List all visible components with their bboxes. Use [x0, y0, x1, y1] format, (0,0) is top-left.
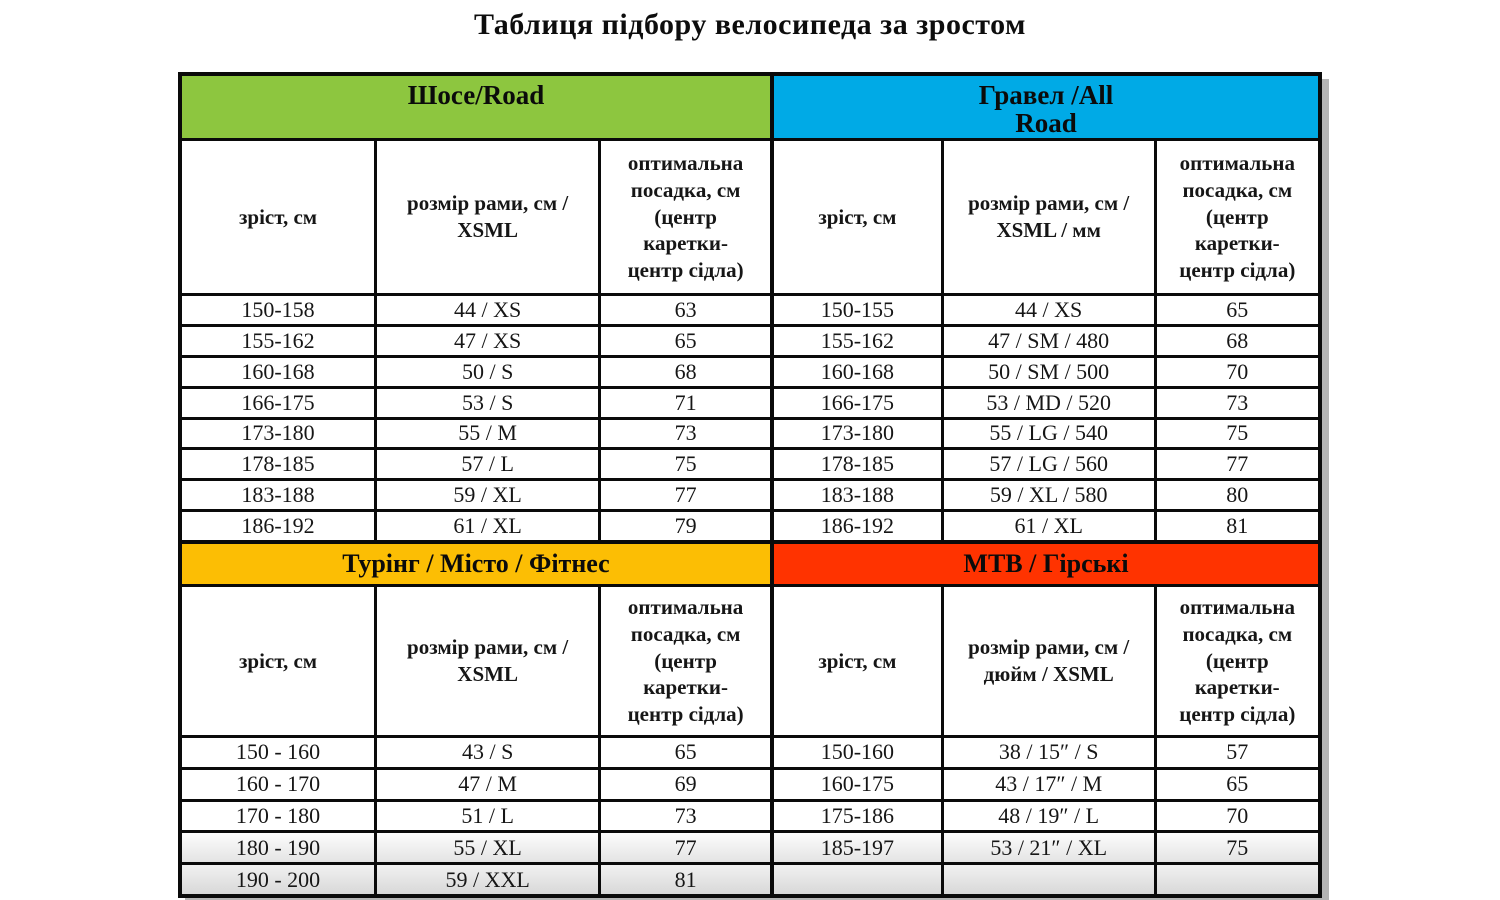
table-cell: 166-175 — [182, 389, 374, 417]
table-cell: 57 / LG / 560 — [944, 450, 1154, 478]
table-cell: 73 — [601, 802, 770, 831]
table-cell: 77 — [601, 833, 770, 862]
table-cell: 71 — [601, 389, 770, 417]
table-cell: 55 / XL — [377, 833, 598, 862]
table-cell: 160-168 — [774, 358, 941, 386]
table-touring — [182, 544, 770, 894]
table-cell: 150-158 — [182, 296, 374, 324]
table-cell — [774, 865, 941, 894]
table-cell: 44 / XS — [944, 296, 1154, 324]
table-cell: 61 / XL — [377, 512, 598, 540]
column-header-fit: оптимальна посадка, см (центр каретки-центр сідла) — [601, 587, 770, 735]
column-header-height: зріст, см — [182, 141, 374, 293]
table-mtb — [774, 544, 1318, 894]
table-cell: 38 / 15″ / S — [944, 738, 1154, 767]
column-header-height: зріст, см — [774, 141, 941, 293]
table-cell: 79 — [601, 512, 770, 540]
table-cell: 77 — [1157, 450, 1318, 478]
table-cell: 183-188 — [774, 481, 941, 509]
table-cell: 43 / S — [377, 738, 598, 767]
table-cell: 44 / XS — [377, 296, 598, 324]
table-cell: 65 — [601, 327, 770, 355]
table-cell: 57 / L — [377, 450, 598, 478]
table-cell: 73 — [1157, 389, 1318, 417]
column-header-height: зріст, см — [774, 587, 941, 735]
table-cell: 51 / L — [377, 802, 598, 831]
column-header-fit: оптимальна посадка, см (центр каретки-центр сідла) — [1157, 141, 1318, 293]
table-cell: 50 / S — [377, 358, 598, 386]
table-cell: 65 — [1157, 770, 1318, 799]
section-header-mtb — [774, 544, 1318, 584]
table-cell: 160-175 — [774, 770, 941, 799]
table-cell: 55 / M — [377, 420, 598, 448]
section-header-touring-label: Турінг / Місто / Фітнес — [342, 549, 610, 578]
table-cell: 47 / SM / 480 — [944, 327, 1154, 355]
table-cell: 183-188 — [182, 481, 374, 509]
table-cell: 180 - 190 — [182, 833, 374, 862]
column-header-frame: розмір рами, см / XSML / мм — [944, 141, 1154, 293]
column-header-fit: оптимальна посадка, см (центр каретки-центр сідла) — [601, 141, 770, 293]
table-cell: 160 - 170 — [182, 770, 374, 799]
section-header-gravel-label: Гравел /All Road — [978, 80, 1114, 139]
table-cell: 75 — [601, 450, 770, 478]
table-cell: 61 / XL — [944, 512, 1154, 540]
table-cell: 166-175 — [774, 389, 941, 417]
table-cell: 186-192 — [182, 512, 374, 540]
table-cell: 81 — [1157, 512, 1318, 540]
table-cell: 48 / 19″ / L — [944, 802, 1154, 831]
table-cell: 68 — [1157, 327, 1318, 355]
table-cell: 155-162 — [182, 327, 374, 355]
table-cell: 150-160 — [774, 738, 941, 767]
table-cell: 150-155 — [774, 296, 941, 324]
table-cell — [1157, 865, 1318, 894]
section-header-mtb-label: MTB / Гірські — [963, 549, 1129, 578]
table-cell: 70 — [1157, 358, 1318, 386]
table-cell: 53 / MD / 520 — [944, 389, 1154, 417]
table-cell: 150 - 160 — [182, 738, 374, 767]
table-cell: 59 / XL — [377, 481, 598, 509]
table-cell: 173-180 — [774, 420, 941, 448]
table-gravel — [774, 76, 1318, 540]
column-header-frame: розмір рами, см / дюйм / XSML — [944, 587, 1154, 735]
table-cell: 63 — [601, 296, 770, 324]
table-cell: 59 / XL / 580 — [944, 481, 1154, 509]
table-cell: 155-162 — [774, 327, 941, 355]
table-road — [182, 76, 770, 540]
table-cell: 80 — [1157, 481, 1318, 509]
section-header-gravel — [774, 76, 1318, 138]
section-header-touring — [182, 544, 770, 584]
bike-size-table — [178, 72, 1322, 898]
section-header-road-label: Шосе/Road — [407, 80, 545, 110]
table-cell: 43 / 17″ / M — [944, 770, 1154, 799]
table-cell: 77 — [601, 481, 770, 509]
section-header-road — [182, 76, 770, 138]
column-header-height: зріст, см — [182, 587, 374, 735]
column-header-fit: оптимальна посадка, см (центр каретки-центр сідла) — [1157, 587, 1318, 735]
table-cell: 75 — [1157, 833, 1318, 862]
table-cell: 50 / SM / 500 — [944, 358, 1154, 386]
table-cell: 160-168 — [182, 358, 374, 386]
column-header-frame: розмір рами, см / XSML — [377, 141, 598, 293]
table-cell: 70 — [1157, 802, 1318, 831]
table-cell: 65 — [1157, 296, 1318, 324]
table-cell: 59 / XXL — [377, 865, 598, 894]
table-cell: 173-180 — [182, 420, 374, 448]
table-cell: 57 — [1157, 738, 1318, 767]
table-cell: 73 — [601, 420, 770, 448]
table-cell: 65 — [601, 738, 770, 767]
table-cell: 55 / LG / 540 — [944, 420, 1154, 448]
table-cell: 53 / S — [377, 389, 598, 417]
table-cell: 185-197 — [774, 833, 941, 862]
table-cell: 53 / 21″ / XL — [944, 833, 1154, 862]
page-title: Таблиця підбору велосипеда за зростом — [474, 8, 1026, 41]
column-header-frame: розмір рами, см / XSML — [377, 587, 598, 735]
table-cell: 69 — [601, 770, 770, 799]
table-cell: 47 / XS — [377, 327, 598, 355]
table-cell: 81 — [601, 865, 770, 894]
table-cell: 178-185 — [774, 450, 941, 478]
table-cell — [944, 865, 1154, 894]
table-cell: 68 — [601, 358, 770, 386]
table-cell: 190 - 200 — [182, 865, 374, 894]
table-cell: 178-185 — [182, 450, 374, 478]
table-cell: 47 / M — [377, 770, 598, 799]
table-cell: 175-186 — [774, 802, 941, 831]
table-cell: 75 — [1157, 420, 1318, 448]
table-cell: 170 - 180 — [182, 802, 374, 831]
table-cell: 186-192 — [774, 512, 941, 540]
